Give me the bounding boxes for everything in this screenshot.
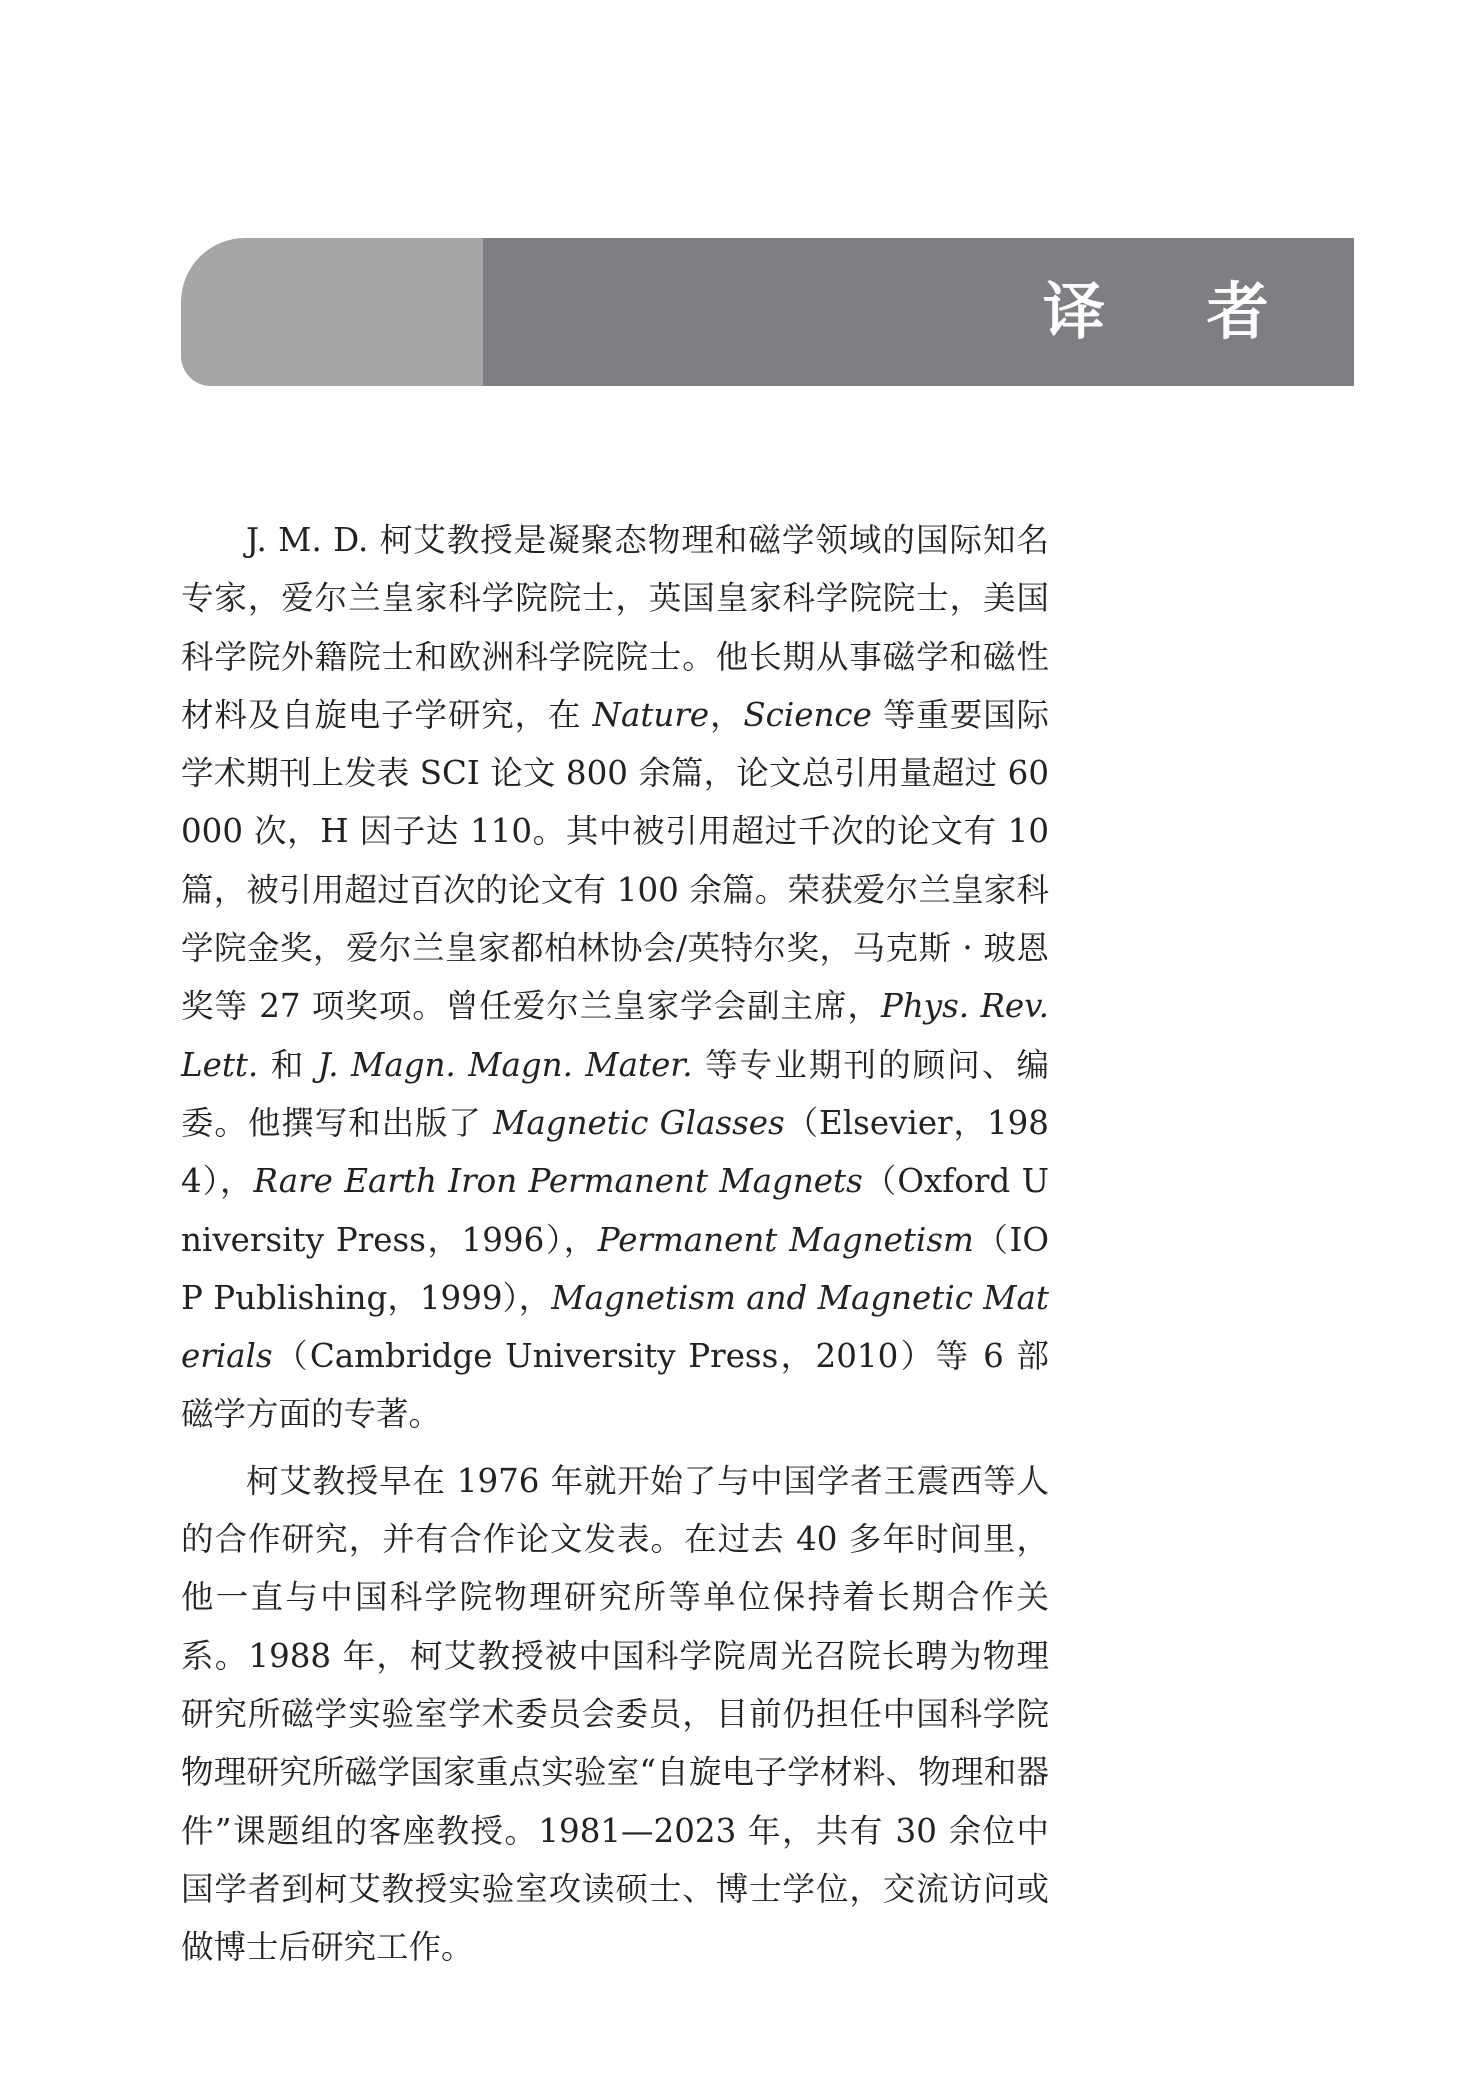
italic-text-segment: Rare Earth Iron Permanent Magnets (253, 1162, 863, 1201)
text-segment: （Cambridge University Press，2010）等 6 部磁学方面的专著。 (181, 1337, 1049, 1434)
italic-text-segment: Permanent Magnetism (597, 1220, 974, 1259)
text-segment: J. M. D. 柯艾教授是凝聚态物理和磁学领域的国际知名专家，爱尔兰皇家科学院院士，英国皇家科学院院士，美国科学院外籍院士和欧洲科学院院士。他长期从事磁学和磁性材料及自旋电子学研究，在 (181, 521, 1049, 734)
text-segment: 等重要国际学术期刊上发表 SCI 论文 800 余篇，论文总引用量超过 60000 次，H 因子达 110。其中被引用超过千次的论文有 10 篇，被引用超过百次的论文有 100 余篇。荣获爱尔兰皇家科学院金奖，爱尔兰皇家都柏林协会/英特尔奖，马克斯 · 玻恩奖等 27 项奖项。曾任爱尔兰皇家学会副主席， (181, 695, 1049, 1026)
text-segment: （Oxford University Press，1996）， (181, 1162, 1049, 1259)
text-segment: （IOP Publishing，1999）， (181, 1220, 1049, 1317)
italic-text-segment: Science (743, 695, 872, 734)
text-segment: （Elsevier，1984）， (181, 1103, 1049, 1201)
paragraph (181, 1452, 1049, 1977)
italic-text-segment: Nature (592, 695, 710, 734)
header-band-right-block (483, 238, 1473, 386)
text-segment: 等专业期刊的顾问、编委。他撰写和出版了 (181, 1045, 1049, 1142)
italic-text-segment: J. Magn. Magn. Mater. (317, 1045, 693, 1084)
header-band-left-block (181, 238, 483, 386)
italic-text-segment: Magnetism and Magnetic Materials (181, 1278, 1049, 1376)
chapter-header-band (181, 238, 1473, 386)
paragraph (181, 511, 1049, 1444)
text-segment: ， (709, 695, 744, 734)
body-text (181, 511, 1049, 1976)
text-segment: 柯艾教授早在 1976 年就开始了与中国学者王震西等人的合作研究，并有合作论文发表。在过去 40 多年时间里，他一直与中国科学院物理研究所等单位保持着长期合作关系。1988 年，柯艾教授被中国科学院周光召院长聘为物理研究所磁学实验室学术委员会委员，目前仍担任中国科学院物理研究所磁学国家重点实验室“自旋电子学材料、物理和器件”课题组的客座教授。1981—2023 年，共有 30 余位中国学者到柯艾教授实验室攻读硕士、博士学位，交流访问或做博士后研究工作。 (181, 1461, 1049, 1967)
italic-text-segment: Phys. Rev. Lett. (181, 987, 1049, 1084)
chapter-title: 译 者 序 (1043, 275, 1473, 348)
text-segment: 和 (258, 1045, 318, 1084)
italic-text-segment: Magnetic Glasses (493, 1103, 785, 1142)
